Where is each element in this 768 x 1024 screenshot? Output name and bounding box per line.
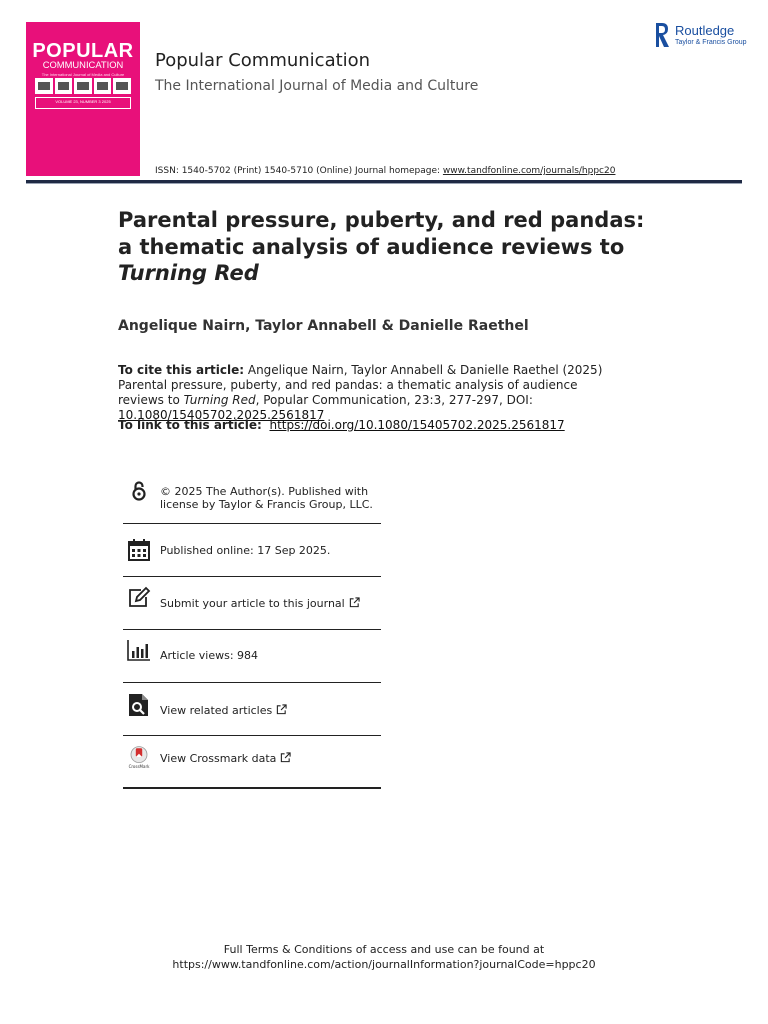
cover-issue-box [35, 97, 131, 109]
crossmark-link[interactable] [160, 752, 291, 765]
bar-chart-icon [127, 638, 151, 662]
article-info-list [123, 470, 381, 789]
crossmark-icon [127, 745, 151, 769]
license-row [123, 470, 381, 524]
terms-footer [0, 942, 768, 972]
journal-homepage-link[interactable]: www.tandfonline.com/journals/hppc20 [442, 166, 616, 176]
cover-subtitle: COMMUNICATION [42, 59, 124, 70]
issn-text: ISSN: 1540-5702 (Print) 1540-5710 (Online) Journal homepage: [155, 166, 443, 176]
terms-url[interactable]: https://www.tandfonline.com/action/journalInformation?journalCode=hppc20 [172, 958, 596, 971]
cover-image [74, 78, 92, 94]
published-date: Published online: 17 Sep 2025. [160, 544, 331, 557]
calendar-icon [127, 538, 151, 562]
citation-label: To cite this article: [118, 363, 245, 377]
issn-line [155, 166, 615, 176]
cover-issue-text: VOLUME 23, NUMBER 3 2025 [55, 99, 111, 104]
publisher-name: Routledge [675, 23, 735, 38]
citation-text-after: , Popular Communication, 23:3, 277-297, DOI: [255, 393, 533, 407]
cover-image [94, 78, 112, 94]
published-row [123, 524, 381, 577]
article-link-line [118, 418, 565, 432]
submit-article-text: Submit your article to this journal [160, 597, 345, 610]
edit-icon [127, 586, 151, 610]
cover-image [55, 78, 73, 94]
article-title [118, 207, 658, 287]
cover-title: POPULAR [32, 40, 134, 62]
terms-line: Full Terms & Conditions of access and use can be found at [223, 943, 545, 956]
journal-cover [26, 22, 140, 176]
cover-image [113, 78, 131, 94]
license-line: license by Taylor & Francis Group, LLC. [160, 498, 373, 511]
license-line: © 2025 The Author(s). Published with [160, 485, 369, 498]
citation-doi-link[interactable]: 10.1080/15405702.2025.2561817 [118, 408, 325, 422]
cover-tagline: The International Journal of Media and Culture [41, 72, 125, 77]
article-title-italic: Turning Red [118, 261, 259, 285]
related-articles-text: View related articles [160, 704, 273, 717]
article-doi-link[interactable]: https://doi.org/10.1080/15405702.2025.2561817 [269, 418, 565, 432]
article-views: Article views: 984 [160, 649, 259, 662]
citation [118, 363, 618, 423]
crossmark-row[interactable] [123, 736, 381, 789]
external-link-icon [276, 704, 287, 715]
article-title-main: Parental pressure, puberty, and red pandas: a thematic analysis of audience reviews to [118, 208, 645, 259]
external-link-icon [349, 597, 360, 608]
journal-subtitle: The International Journal of Media and Culture [155, 78, 479, 94]
citation-text: Angelique Nairn, Taylor Annabell & Danielle Raethel (2025) Parental pressure, puberty, and red pandas: a thematic analysis of audience reviews to [118, 363, 603, 407]
publisher-group: Taylor & Francis Group [675, 39, 747, 46]
external-link-icon [280, 752, 291, 763]
cover-image [35, 78, 53, 94]
related-articles-link[interactable] [160, 704, 287, 717]
document-search-icon [127, 693, 151, 717]
crossmark-text: View Crossmark data [160, 752, 277, 765]
open-access-icon [127, 479, 151, 503]
journal-title: Popular Communication [155, 50, 371, 71]
publisher-logo [654, 22, 748, 50]
crossmark-icon-label: CrossMark [128, 764, 150, 769]
header-rule-thin [26, 183, 742, 184]
routledge-r-icon [654, 22, 670, 48]
views-row [123, 630, 381, 683]
cover-images [35, 78, 131, 94]
submit-row[interactable] [123, 577, 381, 630]
license-text [160, 485, 373, 511]
related-row[interactable] [123, 683, 381, 736]
article-link-label: To link to this article: [118, 418, 262, 432]
submit-article-link[interactable] [160, 597, 360, 610]
article-authors: Angelique Nairn, Taylor Annabell & Danielle Raethel [118, 318, 529, 334]
citation-italic: Turning Red [183, 393, 256, 407]
